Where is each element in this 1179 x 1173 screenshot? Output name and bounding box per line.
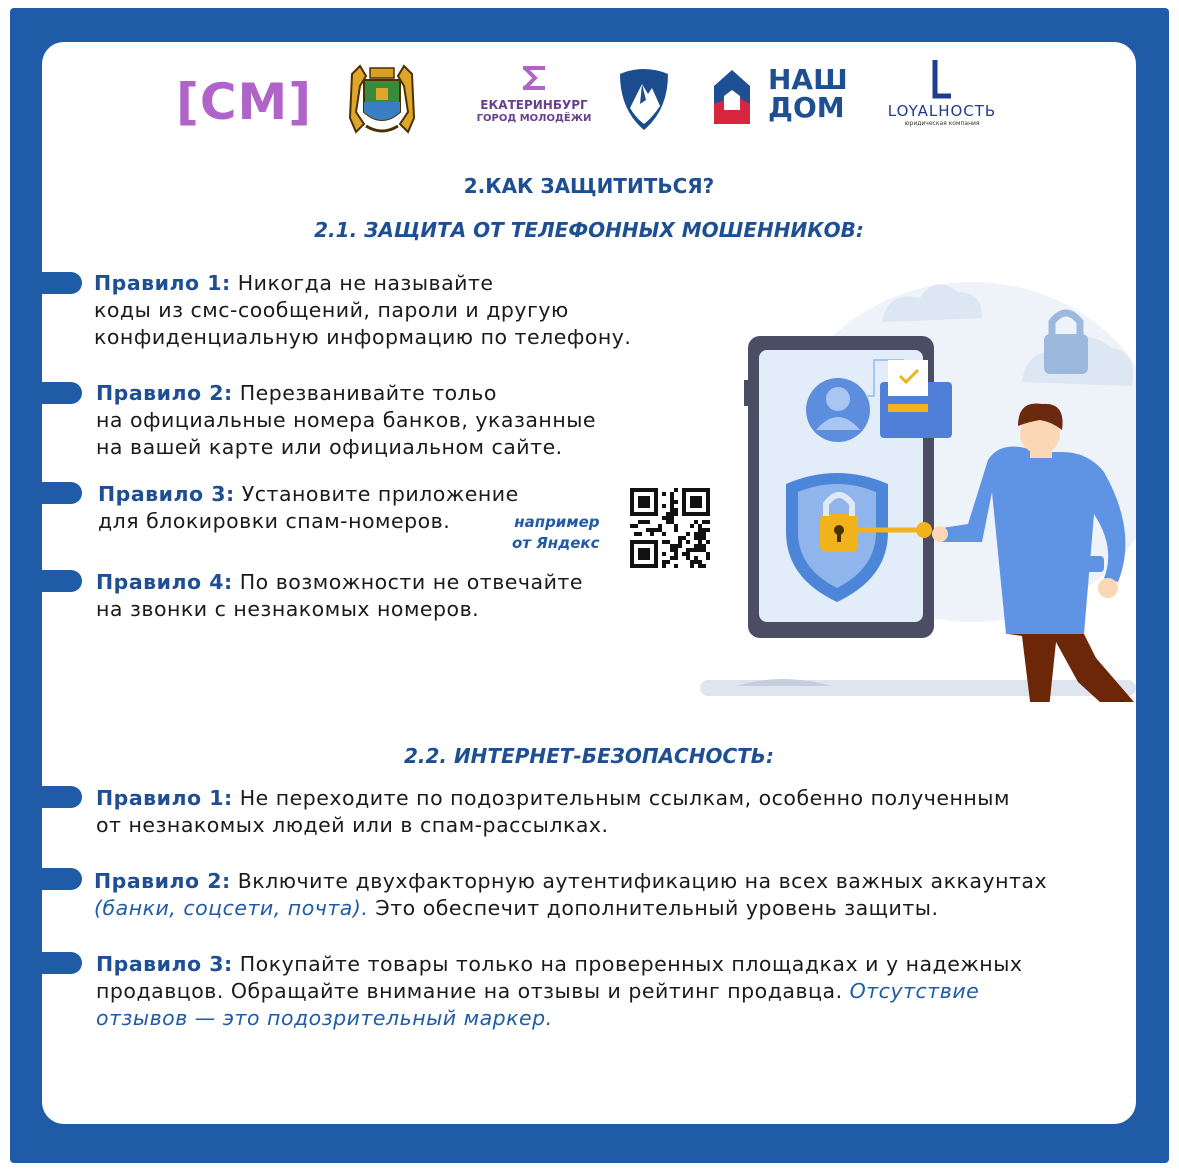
rule-bullet bbox=[42, 570, 82, 592]
internet-rule-2: Правило 2: Включите двухфакторную аутентификацию на всех важных аккаунтах (банки, соцсети, почта). Это обеспечит дополнительный уровень защиты. bbox=[94, 869, 1048, 920]
phone-rule-4: Правило 4: По возможности не отвечайте на звонки с незнакомых номеров. bbox=[96, 570, 583, 621]
security-illustration bbox=[692, 262, 1136, 702]
internet-rule-1: Правило 1: Не переходите по подозрительным ссылкам, особенно полученным от незнакомых людей или в спам-рассылках. bbox=[96, 786, 1010, 837]
rule-bullet bbox=[42, 272, 82, 294]
rule-bullet bbox=[42, 382, 82, 404]
cm-logo: [СМ] bbox=[176, 73, 313, 131]
ekaterinburg-coat-of-arms-logo bbox=[346, 62, 418, 137]
yandex-hint: например от Яндекс bbox=[512, 513, 600, 552]
rule-bullet bbox=[42, 482, 82, 504]
phone-rule-1: Правило 1: Никогда не называйте коды из смс-сообщений, пароли и другую конфиденциальную информацию по телефону. bbox=[94, 271, 632, 349]
section-title: 2.КАК ЗАЩИТИТЬСЯ? bbox=[463, 174, 715, 198]
phone-rule-3: Правило 3: Установите приложение для блокировки спам-номеров. bbox=[98, 482, 519, 533]
ekaterinburg-youth-city-logo: ЕКАТЕРИНБУРГ ГОРОД МОЛОДЁЖИ bbox=[474, 66, 594, 136]
internet-rule-3: Правило 3: Покупайте товары только на проверенных площадках и у надежных продавцов. Обращайте внимание на отзывы и рейтинг продавца. Отсутствие отзывов — это подозрительный маркер. bbox=[96, 952, 1023, 1030]
nash-dom-logo: НАШ ДОМ bbox=[710, 66, 850, 128]
rule-bullet bbox=[42, 786, 82, 808]
phone-section-title: 2.1. ЗАЩИТА ОТ ТЕЛЕФОННЫХ МОШЕННИКОВ: bbox=[314, 218, 864, 242]
internet-section-title: 2.2. ИНТЕРНЕТ-БЕЗОПАСНОСТЬ: bbox=[403, 744, 775, 768]
rule-bullet bbox=[42, 868, 82, 890]
mountain-shield-logo bbox=[616, 64, 672, 132]
content-card bbox=[42, 42, 1136, 1124]
loyalnost-logo: LOYALНОСТЬ юридическая компания bbox=[872, 58, 1012, 138]
phone-rule-2: Правило 2: Перезванивайте тольо на официальные номера банков, указанные на вашей карте или официальном сайте. bbox=[96, 381, 597, 459]
rule-bullet bbox=[42, 952, 82, 974]
